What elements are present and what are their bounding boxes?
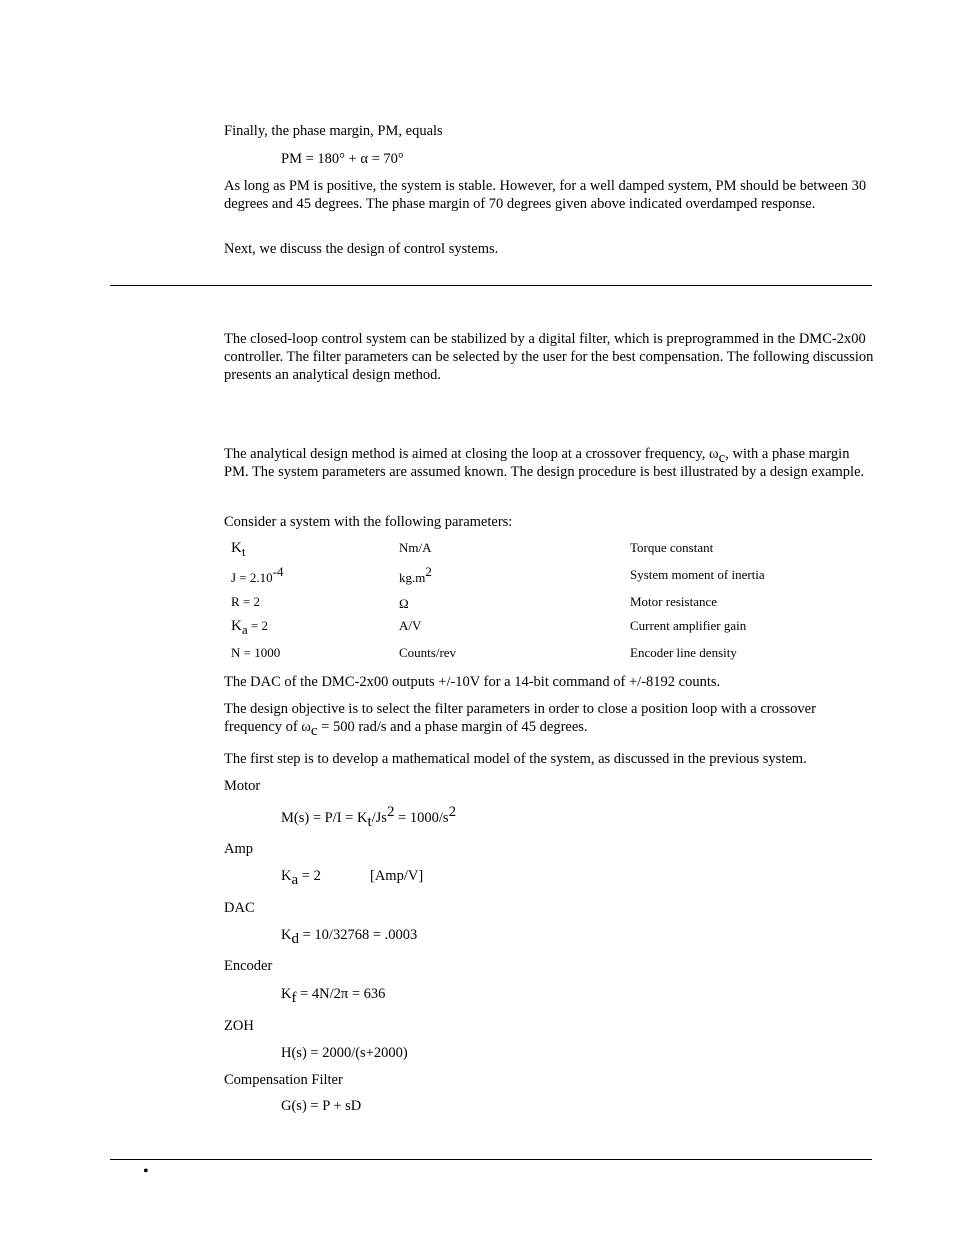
motor-equation: $M(s) = P/I = K_t/Js^2 = 1000/s^2$ [281, 804, 457, 830]
dac-label: DAC [224, 900, 255, 916]
omega-c-subscript: c [718, 450, 726, 466]
analytical-paragraph [224, 445, 874, 481]
amp-equation: $K_a = 2$ [281, 868, 321, 888]
footer-bullet: • [143, 1163, 149, 1180]
analytical-text-b: , with a phase margin PM. The system parameters are assumed known. The design procedure is best illustrated by a design example. [224, 446, 865, 480]
footer-divider [110, 1159, 872, 1160]
param-unit: A/V [399, 618, 422, 633]
param-symbol: $J = 2.10^{-4}$ [231, 564, 284, 585]
param-unit: $kg.m^2$ [399, 564, 432, 585]
analytical-text-a: The analytical design method is aimed at closing the loop at a crossover frequency, ω [224, 446, 719, 462]
compensation-label: Compensation Filter [224, 1072, 343, 1088]
encoder-label: Encoder [224, 958, 273, 974]
param-symbol: N = 1000 [231, 645, 281, 660]
param-description: Torque constant [630, 540, 714, 555]
param-unit: Ω [399, 596, 409, 611]
stability-paragraph: As long as PM is positive, the system is stable. However, for a well damped system, PM should be between 30 degrees and 45 degrees. The phase margin of 70 degrees given above indicated overdamped response. [224, 178, 867, 212]
param-symbol: $K_t$ [231, 540, 246, 559]
param-unit: Counts/rev [399, 645, 457, 660]
compensation-equation: G(s) = P + sD [281, 1098, 362, 1114]
param-description: Motor resistance [630, 594, 718, 609]
objective-paragraph: The design objective is to select the filter parameters in order to close a position loop with a crossover frequency of $\omega_c = 500$ rad/s and a phase margin of 45 degrees. [224, 701, 816, 739]
zoh-equation: H(s) = 2000/(s+2000) [281, 1045, 408, 1061]
param-symbol: R = 2 [231, 594, 261, 609]
param-unit: Nm/A [399, 540, 432, 555]
param-symbol: $K_a = 2$ [231, 618, 268, 637]
pm-equation: PM = 180° + α = 70° [281, 151, 404, 167]
zoh-label: ZOH [224, 1018, 254, 1034]
consider-text: Consider a system with the following parameters: [224, 514, 513, 530]
param-description: Encoder line density [630, 645, 737, 660]
param-description: Current amplifier gain [630, 618, 747, 633]
next-paragraph: Next, we discuss the design of control systems. [224, 241, 499, 257]
pm-lead-text: Finally, the phase margin, PM, equals [224, 123, 443, 139]
encoder-equation: $K_f = 4N/2\pi = 636$ [281, 986, 386, 1006]
amp-label: Amp [224, 841, 253, 857]
dac-paragraph: The DAC of the DMC-2x00 outputs +/-10V for a 14-bit command of +/-8192 counts. [224, 674, 721, 690]
amp-unit: [Amp/V] [370, 868, 424, 884]
section-divider [110, 285, 872, 286]
dac-equation: $K_d = 10/32768 = .0003$ [281, 927, 418, 947]
motor-label: Motor [224, 778, 261, 794]
first-step-paragraph: The first step is to develop a mathematical model of the system, as discussed in the previous system. [224, 751, 807, 767]
filter-intro-paragraph: The closed-loop control system can be stabilized by a digital filter, which is preprogrammed in the DMC-2x00 controller. The filter parameters can be selected by the user for the best compensation. The following discussion presents an analytical design method. [224, 331, 874, 383]
param-description: System moment of inertia [630, 567, 765, 582]
